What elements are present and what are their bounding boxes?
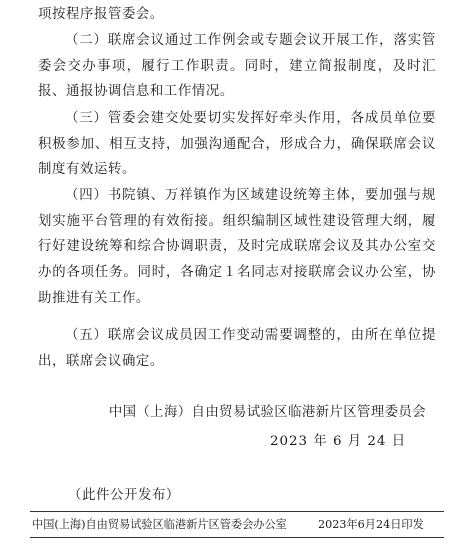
footer-issuer: 中国(上海)自由贸易试验区临港新片区管委会办公室	[32, 518, 287, 531]
paragraph-continuation: 项按程序报管委会。	[38, 7, 164, 22]
footer-print-date: 2023年6月24日印发	[318, 518, 424, 531]
signature-date: 2023 年 6 月 24 日	[270, 434, 407, 449]
paragraph-item-2: （二）联席会议通过工作例会或专题会议开展工作，落实管委会交办事项，履行工作职责。同时，建立简报制度，及时汇报、通报协调信息和工作情况。	[38, 33, 436, 100]
paragraph-item-4: （四）书院镇、万祥镇作为区域建设统筹主体，要加强与规划实施平台管理的有效衔接。组织编制区域性建设管理大纲，履行好建设统筹和综合协调职责，及时完成联席会议及其办公室交办的各项任务。同时，各确定１名同志对接联席会议办公室，协助推进有关工作。	[38, 188, 436, 306]
footer-top-rule	[30, 511, 444, 512]
publish-note: （此件公开发布）	[68, 488, 180, 503]
signature-organization: 中国（上海）自由贸易试验区临港新片区管理委员会	[108, 405, 426, 420]
paragraph-item-3: （三）管委会建交处要切实发挥好牵头作用，各成员单位要积极参加、相互支持，加强沟通配合，形成合力，确保联席会议制度有效运转。	[38, 111, 436, 178]
paragraph-item-5: （五）联席会议成员因工作变动需要调整的，由所在单位提出，联席会议确定。	[38, 328, 436, 369]
footer-bottom-rule	[30, 537, 444, 538]
